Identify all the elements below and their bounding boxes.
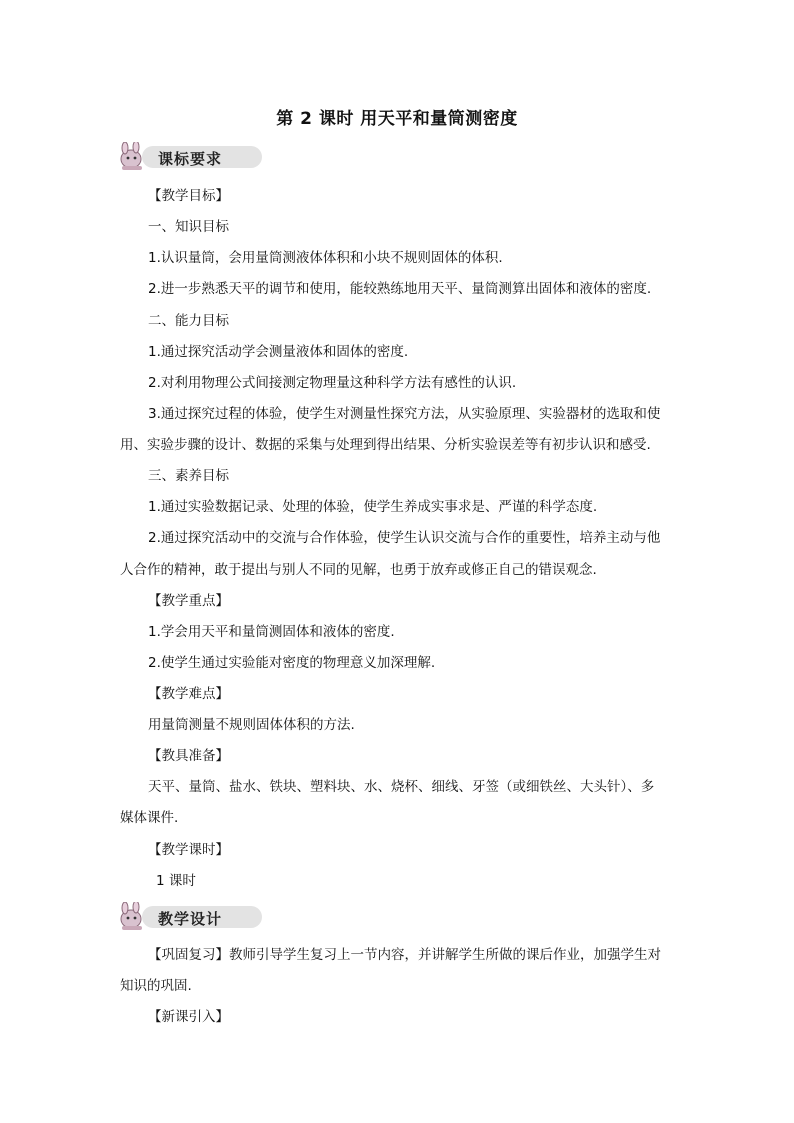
text-line: 2.通过探究活动中的交流与合作体验，使学生认识交流与合作的重要性，培养主动与他 xyxy=(148,530,661,546)
page-title: 第 2 课时 用天平和量筒测密度 xyxy=(276,109,518,129)
text-line: 用、实验步骤的设计、数据的采集与处理到得出结果、分析实验误差等有初步认识和感受. xyxy=(120,437,651,453)
text-line: 三、素养目标 xyxy=(148,468,229,484)
text-line: 2.使学生通过实验能对密度的物理意义加深理解. xyxy=(148,655,436,671)
text-line: 用量筒测量不规则固体体积的方法. xyxy=(148,717,355,733)
heading-difficulties: 【教学难点】 xyxy=(148,686,229,702)
text-line: 2.进一步熟悉天平的调节和使用，能较熟练地用天平、量筒测算出固体和液体的密度. xyxy=(148,281,652,297)
text-line: 1.学会用天平和量筒测固体和液体的密度. xyxy=(148,624,395,640)
section-banner-standards xyxy=(114,142,264,172)
section-banner-design xyxy=(114,902,264,932)
text-line: 1.通过实验数据记录、处理的体验，使学生养成实事求是、严谨的科学态度. xyxy=(148,499,598,515)
section-title: 课标要求 xyxy=(158,150,223,168)
text-line: 【巩固复习】教师引导学生复习上一节内容，并讲解学生所做的课后作业，加强学生对 xyxy=(148,947,661,963)
text-line: 一、知识目标 xyxy=(148,219,229,235)
text-line: 1.通过探究活动学会测量液体和固体的密度. xyxy=(148,344,409,360)
text-line: 人合作的精神，敢于提出与别人不同的见解，也勇于放弃或修正自己的错误观念. xyxy=(120,562,597,578)
text-line: 1 课时 xyxy=(156,873,196,889)
heading-materials: 【教具准备】 xyxy=(148,748,229,764)
text-line: 2.对利用物理公式间接测定物理量这种科学方法有感性的认识. xyxy=(148,375,517,391)
section-title: 教学设计 xyxy=(158,910,223,928)
heading-objectives: 【教学目标】 xyxy=(148,188,229,204)
text-line: 媒体课件. xyxy=(120,810,179,826)
text-line: 1.认识量筒，会用量筒测液体体积和小块不规则固体的体积. xyxy=(148,250,503,266)
text-line: 天平、量筒、盐水、铁块、塑料块、水、烧杯、细线、牙签（或细铁丝、大头针）、多 xyxy=(148,779,655,795)
text-line: 二、能力目标 xyxy=(148,313,229,329)
text-line: 3.通过探究过程的体验，使学生对测量性探究方法，从实验原理、实验器材的选取和使 xyxy=(148,406,661,422)
text-line: 知识的巩固. xyxy=(120,978,192,994)
heading-key-points: 【教学重点】 xyxy=(148,593,229,609)
heading-new-lesson: 【新课引入】 xyxy=(148,1009,229,1025)
heading-class-hours: 【教学课时】 xyxy=(148,842,229,858)
